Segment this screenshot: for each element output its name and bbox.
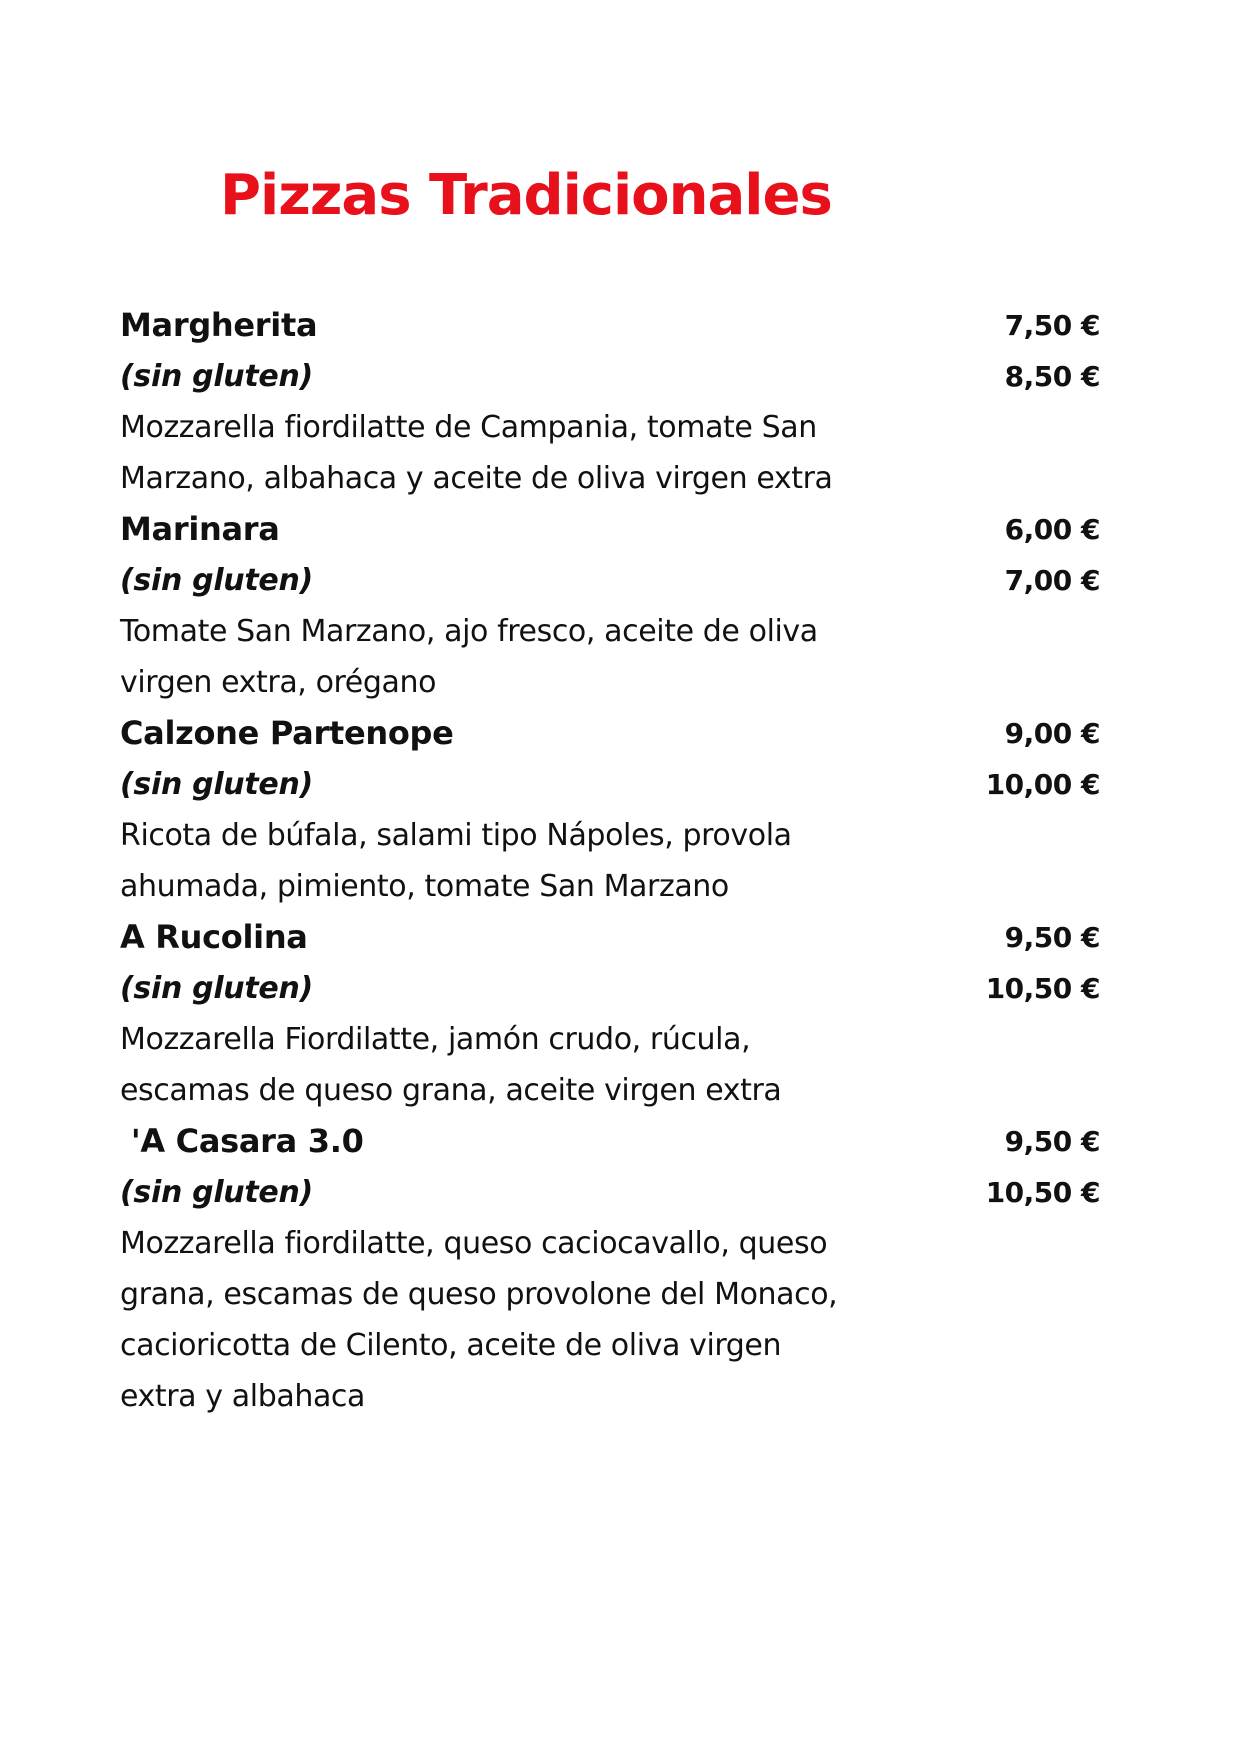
menu-list xyxy=(120,300,1100,1422)
item-name: Marinara xyxy=(120,510,280,548)
item-header-row xyxy=(120,708,1100,759)
item-header-row xyxy=(120,504,1100,555)
item-name: 'A Casara 3.0 xyxy=(120,1122,364,1160)
item-variant-row xyxy=(120,1167,1100,1218)
item-variant-price: 10,50 € xyxy=(985,1176,1100,1209)
menu-title: Pizzas Tradicionales xyxy=(220,163,832,228)
menu-item xyxy=(120,300,1100,504)
item-variant-label: (sin gluten) xyxy=(120,971,313,1006)
item-price: 7,50 € xyxy=(1004,309,1100,342)
item-variant-label: (sin gluten) xyxy=(120,563,313,598)
item-variant-label: (sin gluten) xyxy=(120,359,313,394)
item-description: Mozzarella fiordilatte, queso caciocavallo, queso grana, escamas de queso provolone del Monaco, cacioricotta de Cilento, aceite de oliva virgen extra y albahaca xyxy=(120,1226,838,1414)
item-name: Margherita xyxy=(120,306,318,344)
item-name: A Rucolina xyxy=(120,918,308,956)
item-variant-row xyxy=(120,555,1100,606)
menu-item xyxy=(120,504,1100,708)
item-variant-price: 8,50 € xyxy=(1004,360,1100,393)
item-variant-label: (sin gluten) xyxy=(120,767,313,802)
item-variant-row xyxy=(120,963,1100,1014)
item-price: 9,50 € xyxy=(1004,1125,1100,1158)
item-description: Tomate San Marzano, ajo fresco, aceite de oliva virgen extra, orégano xyxy=(120,614,818,700)
item-price: 9,00 € xyxy=(1004,717,1100,750)
item-header-row xyxy=(120,300,1100,351)
item-variant-price: 10,00 € xyxy=(985,768,1100,801)
item-variant-row xyxy=(120,351,1100,402)
item-description: Mozzarella fiordilatte de Campania, tomate San Marzano, albahaca y aceite de oliva virgen extra xyxy=(120,410,833,496)
item-variant-label: (sin gluten) xyxy=(120,1175,313,1210)
item-name: Calzone Partenope xyxy=(120,714,454,752)
item-variant-price: 7,00 € xyxy=(1004,564,1100,597)
item-description: Mozzarella Fiordilatte, jamón crudo, rúcula, escamas de queso grana, aceite virgen extra xyxy=(120,1022,782,1108)
item-price: 9,50 € xyxy=(1004,921,1100,954)
menu-item xyxy=(120,912,1100,1116)
menu-item xyxy=(120,708,1100,912)
item-header-row xyxy=(120,1116,1100,1167)
item-price: 6,00 € xyxy=(1004,513,1100,546)
menu-item xyxy=(120,1116,1100,1422)
item-header-row xyxy=(120,912,1100,963)
item-description: Ricota de búfala, salami tipo Nápoles, provola ahumada, pimiento, tomate San Marzano xyxy=(120,818,792,904)
item-variant-row xyxy=(120,759,1100,810)
item-variant-price: 10,50 € xyxy=(985,972,1100,1005)
